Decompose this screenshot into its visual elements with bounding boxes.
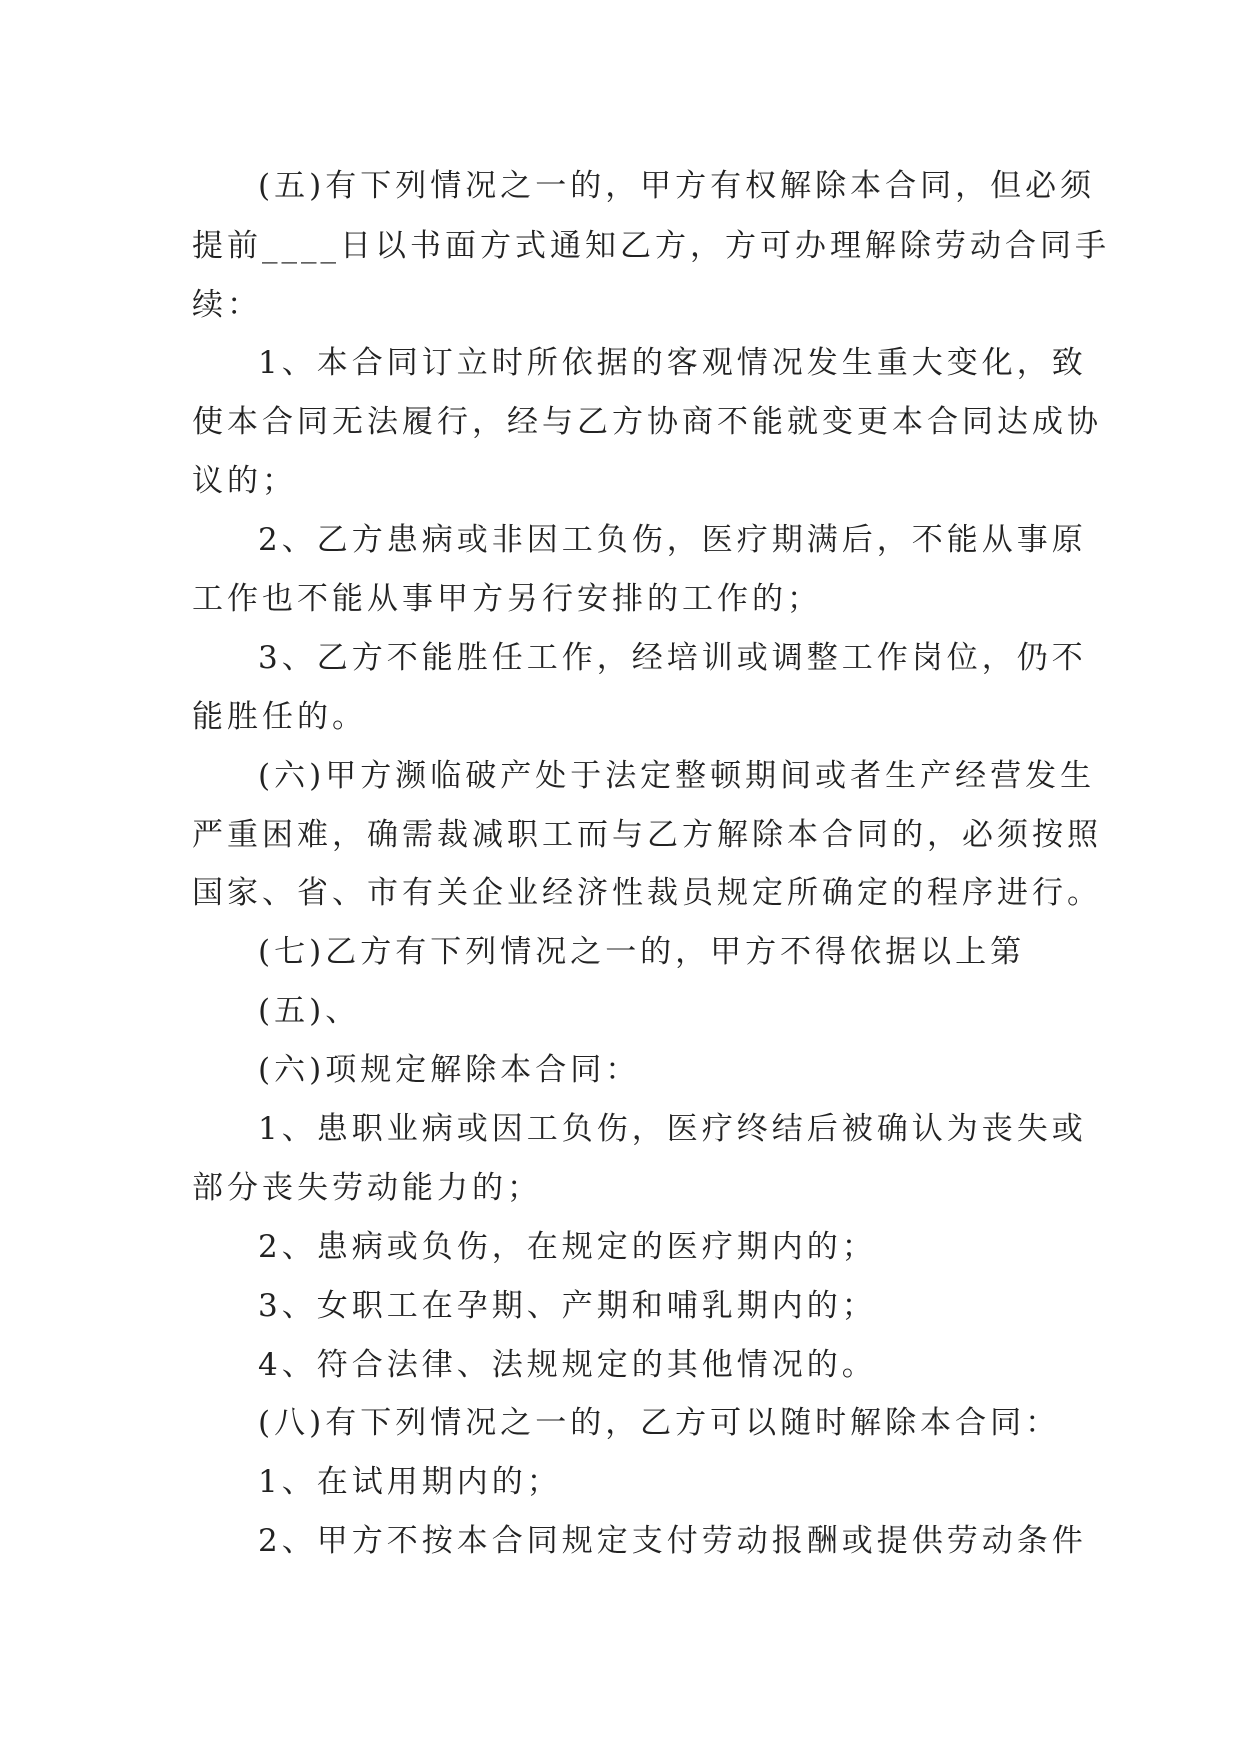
clause-7-item-1-line-2: 部分丧失劳动能力的； xyxy=(192,1170,542,1206)
clause-5-item-3: 3、乙方不能胜任工作，经培训或调整工作岗位，仍不 xyxy=(258,640,1087,676)
clause-8-heading: (八)有下列情况之一的，乙方可以随时解除本合同： xyxy=(258,1405,1061,1441)
clause-8-item-2: 2、甲方不按本合同规定支付劳动报酬或提供劳动条件 xyxy=(258,1523,1087,1559)
clause-7-item-4: 4、符合法律、法规规定的其他情况的。 xyxy=(258,1347,877,1383)
clause-7-item-3: 3、女职工在孕期、产期和哺乳期内的； xyxy=(258,1288,877,1324)
clause-6-heading: (六)甲方濒临破产处于法定整顿期间或者生产经营发生 xyxy=(258,758,1096,794)
clause-5-heading: (五)有下列情况之一的，甲方有权解除本合同，但必须 xyxy=(258,168,1096,204)
clause-7-item-1: 1、患职业病或因工负伤，医疗终结后被确认为丧失或 xyxy=(258,1111,1087,1147)
clause-7-ref-6: (六)项规定解除本合同： xyxy=(258,1052,641,1088)
clause-7-item-2: 2、患病或负伤，在规定的医疗期内的； xyxy=(258,1229,877,1265)
clause-6-line-3: 国家、省、市有关企业经济性裁员规定所确定的程序进行。 xyxy=(192,875,1102,911)
clause-5-line-2: 提前____日以书面方式通知乙方，方可办理解除劳动合同手 xyxy=(192,228,1110,264)
clause-6-line-2: 严重困难，确需裁减职工而与乙方解除本合同的，必须按照 xyxy=(192,817,1102,853)
clause-8-item-1: 1、在试用期内的； xyxy=(258,1464,562,1500)
clause-5-item-1-line-3: 议的； xyxy=(192,463,297,499)
clause-5-item-1: 1、本合同订立时所依据的客观情况发生重大变化，致 xyxy=(258,345,1087,381)
clause-7-ref-5: (五)、 xyxy=(258,993,361,1029)
clause-5-line-3: 续： xyxy=(192,287,262,323)
clause-5-item-2: 2、乙方患病或非因工负伤，医疗期满后，不能从事原 xyxy=(258,522,1087,558)
clause-5-item-3-line-2: 能胜任的。 xyxy=(192,699,367,735)
clause-7-heading: (七)乙方有下列情况之一的，甲方不得依据以上第 xyxy=(258,934,1026,970)
clause-5-item-2-line-2: 工作也不能从事甲方另行安排的工作的； xyxy=(192,581,822,617)
clause-5-item-1-line-2: 使本合同无法履行，经与乙方协商不能就变更本合同达成协 xyxy=(192,404,1102,440)
